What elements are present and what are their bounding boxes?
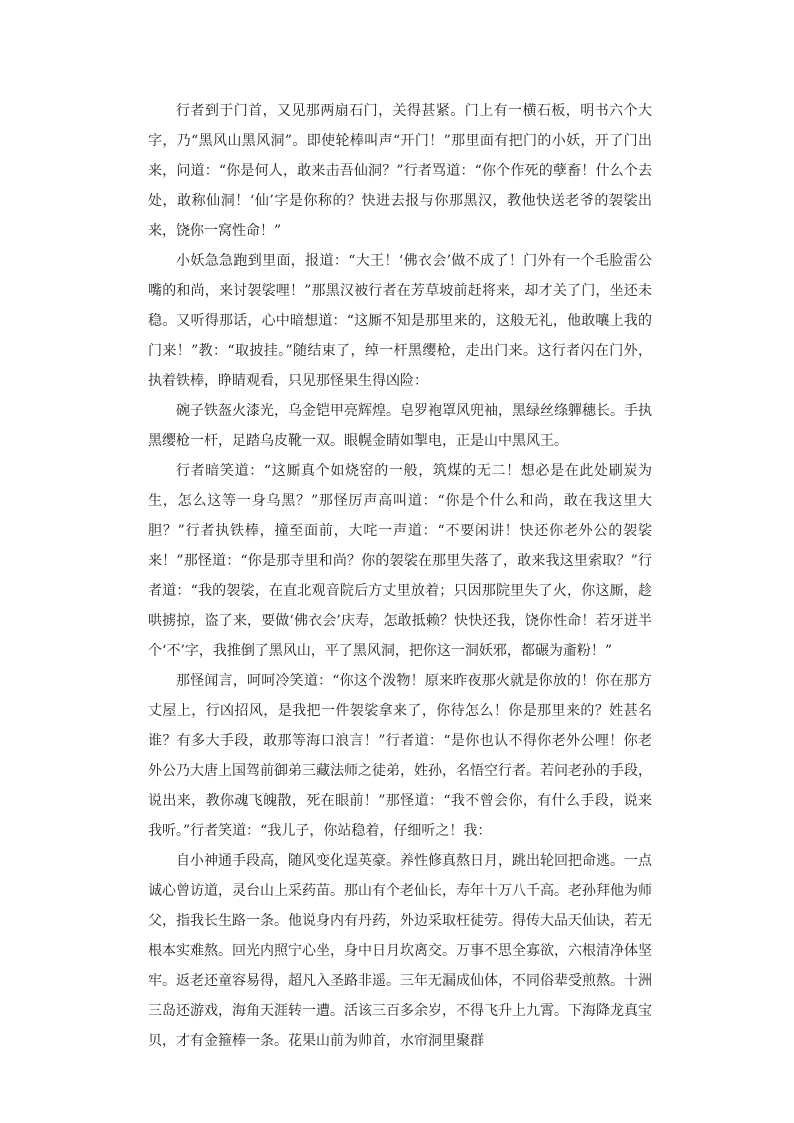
document-page	[148, 96, 652, 1056]
paragraph-4: 行者暗笑道：“这厮真个如烧窑的一般，筑煤的无二！想必是在此处刷炭为生，怎么这等一身乌黑？”那怪厉声高叫道：“你是个什么和尚，敢在我这里大胆？”行者执铁棒，撞至面前，大咤一声道：“不要闲讲！快还你老外公的袈裟来！”那怪道：“你是那寺里和尚？你的袈裟在那里失落了，敢来我这里索取？”行者道：“我的袈裟，在直北观音院后方丈里放着；只因那院里失了火，你这厮，趁哄掳掠，盗了来，要做‘佛衣会’庆寿，怎敢抵赖？快快还我，饶你性命！若牙迸半个‘不’字，我推倒了黑风山，平了黑风洞，把你这一洞妖邪，都碾为齑粉！”	[148, 463, 652, 659]
paragraph-2: 小妖急急跑到里面，报道：“大王！‘佛衣会’做不成了！门外有一个毛脸雷公嘴的和尚，来讨袈裟哩！”那黑汉被行者在芳草坡前赶将来，却才关了门，坐还未稳。又听得那话，心中暗想道：“这厮不知是那里来的，这般无礼，他敢嚷上我的门来！”教：“取披挂。”随结束了，绰一杆黑缨枪，走出门来。这行者闪在门外，执着铁棒，睁睛观看，只见那怪果生得凶险：	[148, 253, 652, 389]
paragraph-6-poem: 自小神通手段高，随风变化逞英豪。养性修真熬日月，跳出轮回把命逃。一点诚心曾访道，灵台山上采药苗。那山有个老仙长，寿年十万八千高。老孙拜他为师父，指我长生路一条。他说身内有丹药，外边采取枉徒劳。得传大品天仙诀，若无根本实难熬。回光内照宁心坐，身中日月坎离交。万事不思全寡欲，六根清净体坚牢。返老还童容易得，超凡入圣路非遥。三年无漏成仙体，不同俗辈受煎熬。十洲三岛还游戏，海角天涯转一遭。活该三百多余岁，不得飞升上九霄。下海降龙真宝贝，才有金箍棒一条。花果山前为帅首，水帘洞里聚群	[148, 853, 652, 1049]
paragraph-5: 那怪闻言，呵呵冷笑道：“你这个泼物！原来昨夜那火就是你放的！你在那方丈屋上，行凶招风，是我把一件袈裟拿来了，你待怎么！你是那里来的？姓甚名谁？有多大手段，敢那等海口浪言！”行者道：“是你也认不得你老外公哩！你老外公乃大唐上国驾前御弟三藏法师之徒弟，姓孙，名悟空行者。若问老孙的手段，说出来，教你魂飞魄散，死在眼前！”那怪道：“我不曾会你，有什么手段，说来我听。”行者笑道：“我儿子，你站稳着，仔细听之！我：	[148, 673, 652, 839]
paragraph-3-poem: 碗子铁盔火漆光，乌金铠甲亮辉煌。皂罗袍罩风兜袖，黑绿丝绦軃穗长。手执黑缨枪一杆，足踏乌皮靴一双。眼幌金睛如掣电，正是山中黑风王。	[148, 403, 652, 449]
paragraph-1: 行者到于门首，又见那两扇石门，关得甚紧。门上有一横石板，明书六个大字，乃“黑风山黑风洞”。即使轮棒叫声“开门！”那里面有把门的小妖，开了门出来，问道：“你是何人，敢来击吾仙洞？”行者骂道：“你个作死的孽畜！什么个去处，敢称仙洞！‘仙’字是你称的？快进去报与你那黑汉，教他快送老爷的袈裟出来，饶你一窝性命！”	[148, 103, 652, 239]
